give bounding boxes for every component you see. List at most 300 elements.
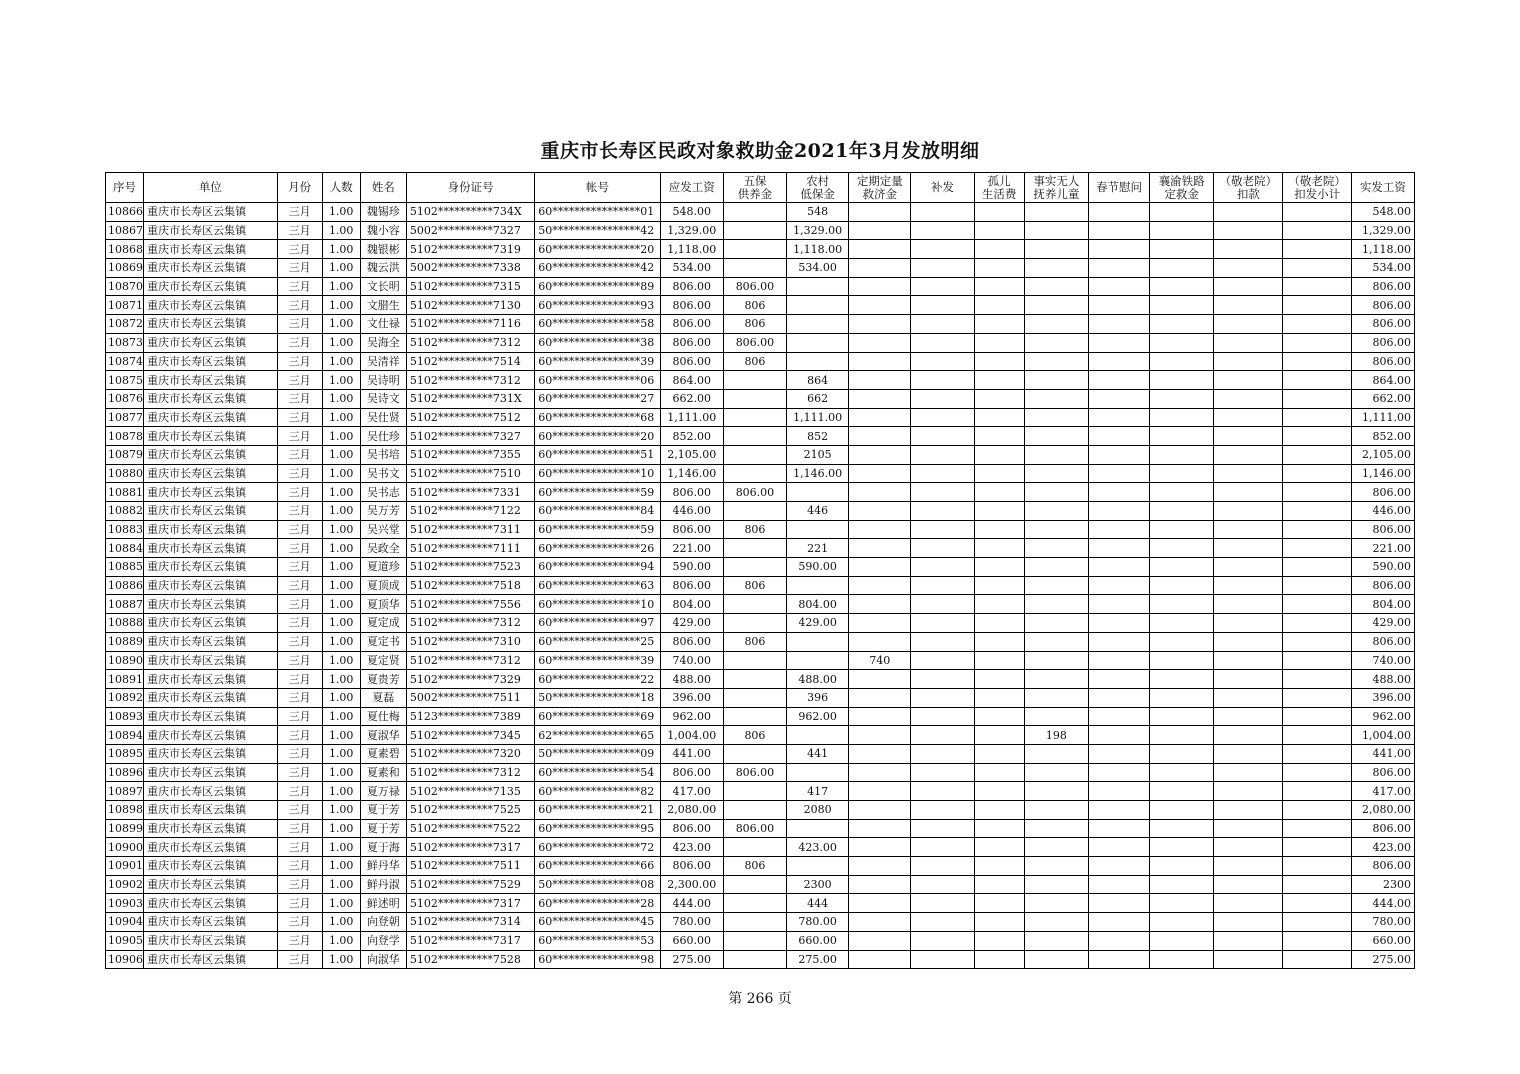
table-cell xyxy=(1214,857,1283,876)
table-cell: 重庆市长寿区云集镇 xyxy=(144,539,277,558)
table-cell: 275.00 xyxy=(787,950,849,969)
table-cell xyxy=(849,221,911,240)
table-cell: 三月 xyxy=(277,595,322,614)
table-cell: 5102**********7523 xyxy=(406,558,534,577)
table-row xyxy=(106,277,1415,296)
table-cell: 5102**********7312 xyxy=(406,763,534,782)
table-cell xyxy=(1150,520,1214,539)
table-cell: 夏仕梅 xyxy=(360,707,406,726)
table-cell: 1,111.00 xyxy=(787,408,849,427)
table-cell: 重庆市长寿区云集镇 xyxy=(144,875,277,894)
table-cell xyxy=(1150,950,1214,969)
table-cell xyxy=(849,576,911,595)
table-cell xyxy=(1088,203,1149,222)
table-cell: 三月 xyxy=(277,651,322,670)
table-cell xyxy=(974,744,1024,763)
table-cell xyxy=(849,333,911,352)
table-cell: 60****************89 xyxy=(535,277,660,296)
table-cell xyxy=(1024,240,1088,259)
table-cell: 60****************21 xyxy=(535,801,660,820)
table-cell: 60****************68 xyxy=(535,408,660,427)
table-cell: 文仕禄 xyxy=(360,315,406,334)
table-cell xyxy=(1214,595,1283,614)
table-cell xyxy=(911,296,974,315)
table-cell: 62****************65 xyxy=(535,726,660,745)
table-cell xyxy=(1088,389,1149,408)
table-cell: 三月 xyxy=(277,838,322,857)
table-cell xyxy=(1024,763,1088,782)
table-cell xyxy=(974,726,1024,745)
table-cell xyxy=(1214,707,1283,726)
table-cell: 重庆市长寿区云集镇 xyxy=(144,576,277,595)
table-cell: 5102**********731X xyxy=(406,389,534,408)
table-cell xyxy=(1214,315,1283,334)
table-cell xyxy=(723,670,786,689)
table-cell xyxy=(849,240,911,259)
table-cell: 1.00 xyxy=(322,371,360,390)
table-cell: 三月 xyxy=(277,333,322,352)
table-cell: 590.00 xyxy=(787,558,849,577)
table-cell: 5102**********7317 xyxy=(406,931,534,950)
table-cell: 221.00 xyxy=(660,539,723,558)
table-cell: 60****************59 xyxy=(535,520,660,539)
table-cell xyxy=(1088,838,1149,857)
table-row xyxy=(106,408,1415,427)
table-cell xyxy=(1214,277,1283,296)
table-cell xyxy=(1283,483,1351,502)
table-cell: 重庆市长寿区云集镇 xyxy=(144,595,277,614)
table-cell: 5102**********7355 xyxy=(406,445,534,464)
table-cell: 5102**********7331 xyxy=(406,483,534,502)
table-cell: 10904 xyxy=(106,913,144,932)
table-cell: 60****************42 xyxy=(535,259,660,278)
table-cell: 10894 xyxy=(106,726,144,745)
table-cell: 806.00 xyxy=(660,819,723,838)
table-row xyxy=(106,576,1415,595)
table-cell xyxy=(1150,744,1214,763)
table-cell xyxy=(911,857,974,876)
table-cell: 1.00 xyxy=(322,726,360,745)
table-cell: 804.00 xyxy=(660,595,723,614)
table-cell: 417.00 xyxy=(660,782,723,801)
table-cell xyxy=(1024,782,1088,801)
header-row xyxy=(106,173,1415,203)
table-row xyxy=(106,707,1415,726)
table-cell xyxy=(974,352,1024,371)
table-cell xyxy=(723,408,786,427)
table-cell xyxy=(1024,427,1088,446)
table-cell xyxy=(974,296,1024,315)
table-cell: 1.00 xyxy=(322,614,360,633)
table-cell: 重庆市长寿区云集镇 xyxy=(144,371,277,390)
table-cell xyxy=(787,576,849,595)
table-cell: 鲜述明 xyxy=(360,894,406,913)
table-cell xyxy=(1283,576,1351,595)
table-cell: 重庆市长寿区云集镇 xyxy=(144,408,277,427)
table-cell xyxy=(1088,763,1149,782)
table-cell xyxy=(1024,352,1088,371)
table-cell xyxy=(1024,483,1088,502)
table-cell xyxy=(849,389,911,408)
table-cell: 5102**********7522 xyxy=(406,819,534,838)
table-cell xyxy=(911,203,974,222)
table-cell xyxy=(723,203,786,222)
table-cell xyxy=(1214,614,1283,633)
table-cell xyxy=(849,782,911,801)
table-cell: 10886 xyxy=(106,576,144,595)
table-cell xyxy=(1150,389,1214,408)
table-cell xyxy=(1088,483,1149,502)
column-header: 定期定量 救济金 xyxy=(849,173,911,203)
table-cell: 60****************45 xyxy=(535,913,660,932)
table-cell xyxy=(1024,445,1088,464)
table-cell xyxy=(911,838,974,857)
table-cell: 60****************10 xyxy=(535,464,660,483)
table-row xyxy=(106,913,1415,932)
table-cell: 重庆市长寿区云集镇 xyxy=(144,221,277,240)
table-cell xyxy=(911,707,974,726)
table-cell: 10875 xyxy=(106,371,144,390)
table-cell xyxy=(911,502,974,521)
table-cell xyxy=(849,408,911,427)
table-cell: 重庆市长寿区云集镇 xyxy=(144,894,277,913)
table-cell: 1.00 xyxy=(322,483,360,502)
table-cell: 10866 xyxy=(106,203,144,222)
table-row xyxy=(106,614,1415,633)
table-cell: 806.00 xyxy=(723,763,786,782)
table-cell xyxy=(911,333,974,352)
table-cell xyxy=(1088,502,1149,521)
table-cell xyxy=(974,315,1024,334)
table-cell: 740.00 xyxy=(660,651,723,670)
page-number: 第 266 页 xyxy=(728,991,792,1007)
table-cell: 10881 xyxy=(106,483,144,502)
table-row xyxy=(106,352,1415,371)
table-cell: 806.00 xyxy=(660,315,723,334)
table-cell xyxy=(1150,558,1214,577)
table-cell: 60****************93 xyxy=(535,296,660,315)
table-cell xyxy=(1024,819,1088,838)
table-cell xyxy=(849,371,911,390)
table-cell xyxy=(974,782,1024,801)
table-cell: 三月 xyxy=(277,483,322,502)
table-cell: 660.00 xyxy=(787,931,849,950)
table-row xyxy=(106,875,1415,894)
column-header: 实发工资 xyxy=(1351,173,1414,203)
table-cell xyxy=(911,801,974,820)
table-cell xyxy=(787,296,849,315)
table-cell: 重庆市长寿区云集镇 xyxy=(144,632,277,651)
table-cell xyxy=(1024,688,1088,707)
table-cell: 重庆市长寿区云集镇 xyxy=(144,315,277,334)
table-cell: 5002**********7338 xyxy=(406,259,534,278)
table-cell xyxy=(1088,539,1149,558)
table-cell: 2,080.00 xyxy=(1351,801,1414,820)
table-cell: 1.00 xyxy=(322,203,360,222)
table-cell xyxy=(1024,576,1088,595)
table-cell xyxy=(1150,782,1214,801)
column-header: 五保 供养金 xyxy=(723,173,786,203)
table-cell: 1.00 xyxy=(322,632,360,651)
table-cell: 590.00 xyxy=(1351,558,1414,577)
table-cell: 1.00 xyxy=(322,838,360,857)
table-cell: 5002**********7511 xyxy=(406,688,534,707)
table-cell: 1,111.00 xyxy=(1351,408,1414,427)
table-cell: 1.00 xyxy=(322,259,360,278)
table-cell: 806 xyxy=(723,632,786,651)
table-cell xyxy=(1150,801,1214,820)
column-header: 事实无人 抚养儿童 xyxy=(1024,173,1088,203)
table-cell: 446.00 xyxy=(1351,502,1414,521)
table-cell: 50****************42 xyxy=(535,221,660,240)
table-cell xyxy=(911,315,974,334)
table-row xyxy=(106,763,1415,782)
table-cell: 852 xyxy=(787,427,849,446)
table-cell: 重庆市长寿区云集镇 xyxy=(144,744,277,763)
table-cell: 423.00 xyxy=(1351,838,1414,857)
table-cell: 806.00 xyxy=(1351,352,1414,371)
table-cell: 重庆市长寿区云集镇 xyxy=(144,483,277,502)
table-cell: 275.00 xyxy=(660,950,723,969)
table-cell: 2105 xyxy=(787,445,849,464)
table-cell xyxy=(1088,744,1149,763)
table-cell xyxy=(849,464,911,483)
table-cell xyxy=(1214,259,1283,278)
table-cell: 429.00 xyxy=(1351,614,1414,633)
table-cell: 三月 xyxy=(277,875,322,894)
table-cell xyxy=(974,614,1024,633)
table-cell xyxy=(974,688,1024,707)
table-cell xyxy=(1024,296,1088,315)
table-cell xyxy=(911,539,974,558)
table-cell: 吴仕贤 xyxy=(360,408,406,427)
table-cell: 662 xyxy=(787,389,849,408)
table-cell xyxy=(849,726,911,745)
table-row xyxy=(106,539,1415,558)
table-cell xyxy=(1024,408,1088,427)
table-cell: 重庆市长寿区云集镇 xyxy=(144,427,277,446)
table-cell: 1,146.00 xyxy=(660,464,723,483)
table-cell xyxy=(1088,558,1149,577)
table-cell: 60****************95 xyxy=(535,819,660,838)
table-cell: 5102**********7116 xyxy=(406,315,534,334)
table-cell: 1.00 xyxy=(322,333,360,352)
table-cell: 向登朝 xyxy=(360,913,406,932)
table-cell: 60****************51 xyxy=(535,445,660,464)
table-cell xyxy=(723,614,786,633)
table-cell: 5102**********734X xyxy=(406,203,534,222)
table-cell: 夏于芳 xyxy=(360,801,406,820)
table-cell xyxy=(1024,894,1088,913)
table-row xyxy=(106,558,1415,577)
table-cell: 重庆市长寿区云集镇 xyxy=(144,670,277,689)
table-cell xyxy=(1214,539,1283,558)
table-cell xyxy=(1214,520,1283,539)
table-cell xyxy=(723,950,786,969)
table-cell: 60****************06 xyxy=(535,371,660,390)
table-cell xyxy=(849,707,911,726)
table-cell xyxy=(1283,819,1351,838)
table-cell: 三月 xyxy=(277,408,322,427)
table-cell: 重庆市长寿区云集镇 xyxy=(144,240,277,259)
table-cell xyxy=(1150,632,1214,651)
table-cell xyxy=(1150,614,1214,633)
table-cell: 5102**********7512 xyxy=(406,408,534,427)
table-cell: 三月 xyxy=(277,857,322,876)
table-cell: 5102**********7525 xyxy=(406,801,534,820)
table-cell: 60****************72 xyxy=(535,838,660,857)
table-cell xyxy=(849,614,911,633)
table-cell xyxy=(849,427,911,446)
table-cell xyxy=(1283,913,1351,932)
table-cell: 鲜丹淑 xyxy=(360,875,406,894)
table-cell: 2300 xyxy=(787,875,849,894)
table-cell xyxy=(1150,352,1214,371)
table-cell: 444.00 xyxy=(660,894,723,913)
table-cell xyxy=(723,707,786,726)
table-cell: 5102**********7315 xyxy=(406,277,534,296)
table-cell xyxy=(1150,595,1214,614)
column-header: 襄渝铁路 定救金 xyxy=(1150,173,1214,203)
table-cell: 重庆市长寿区云集镇 xyxy=(144,801,277,820)
table-cell xyxy=(1150,707,1214,726)
table-cell: 5102**********7529 xyxy=(406,875,534,894)
table-cell: 夏定书 xyxy=(360,632,406,651)
table-cell: 魏银彬 xyxy=(360,240,406,259)
table-cell xyxy=(1088,296,1149,315)
table-cell xyxy=(911,389,974,408)
table-cell: 444 xyxy=(787,894,849,913)
table-cell xyxy=(849,203,911,222)
table-cell: 60****************10 xyxy=(535,595,660,614)
table-cell xyxy=(974,333,1024,352)
table-cell xyxy=(974,371,1024,390)
table-cell: 5102**********7518 xyxy=(406,576,534,595)
table-cell: 806 xyxy=(723,520,786,539)
table-cell xyxy=(849,296,911,315)
table-cell: 806.00 xyxy=(660,352,723,371)
table-cell xyxy=(911,277,974,296)
table-cell: 重庆市长寿区云集镇 xyxy=(144,520,277,539)
table-cell xyxy=(1150,763,1214,782)
table-cell: 5102**********7314 xyxy=(406,913,534,932)
table-cell: 10897 xyxy=(106,782,144,801)
table-cell: 962.00 xyxy=(660,707,723,726)
table-cell: 吴海全 xyxy=(360,333,406,352)
table-cell xyxy=(911,894,974,913)
table-cell: 三月 xyxy=(277,763,322,782)
table-cell: 夏于海 xyxy=(360,838,406,857)
table-cell xyxy=(723,445,786,464)
table-cell xyxy=(974,894,1024,913)
table-cell: 1,329.00 xyxy=(1351,221,1414,240)
table-cell: 1.00 xyxy=(322,408,360,427)
table-cell xyxy=(1024,315,1088,334)
table-cell xyxy=(974,595,1024,614)
table-cell: 2,105.00 xyxy=(660,445,723,464)
table-cell: 10889 xyxy=(106,632,144,651)
table-cell: 三月 xyxy=(277,502,322,521)
table-cell xyxy=(849,950,911,969)
table-cell xyxy=(1088,782,1149,801)
table-cell: 806.00 xyxy=(1351,296,1414,315)
table-cell xyxy=(1150,539,1214,558)
table-cell xyxy=(911,632,974,651)
table-cell xyxy=(1088,875,1149,894)
table-row xyxy=(106,296,1415,315)
table-cell: 1.00 xyxy=(322,801,360,820)
table-cell xyxy=(974,520,1024,539)
table-row xyxy=(106,445,1415,464)
table-cell xyxy=(911,875,974,894)
table-cell: 重庆市长寿区云集镇 xyxy=(144,726,277,745)
table-cell xyxy=(974,389,1024,408)
table-cell: 806.00 xyxy=(1351,763,1414,782)
table-cell xyxy=(849,445,911,464)
table-cell xyxy=(911,651,974,670)
table-cell xyxy=(1088,277,1149,296)
table-cell xyxy=(974,483,1024,502)
table-cell: 60****************20 xyxy=(535,240,660,259)
table-cell: 10887 xyxy=(106,595,144,614)
table-cell: 1,004.00 xyxy=(660,726,723,745)
table-cell: 2,080.00 xyxy=(660,801,723,820)
table-cell xyxy=(849,819,911,838)
table-cell xyxy=(1283,371,1351,390)
table-cell: 夏于芳 xyxy=(360,819,406,838)
table-cell xyxy=(911,445,974,464)
table-cell xyxy=(1088,427,1149,446)
column-header: 应发工资 xyxy=(660,173,723,203)
table-cell xyxy=(1088,408,1149,427)
table-cell xyxy=(787,483,849,502)
table-cell xyxy=(1150,688,1214,707)
table-cell: 重庆市长寿区云集镇 xyxy=(144,464,277,483)
table-cell xyxy=(1214,651,1283,670)
table-cell xyxy=(1150,838,1214,857)
table-cell xyxy=(787,352,849,371)
table-cell xyxy=(1088,445,1149,464)
table-cell: 962.00 xyxy=(787,707,849,726)
table-cell: 5102**********7312 xyxy=(406,651,534,670)
table-cell xyxy=(911,520,974,539)
table-cell xyxy=(1088,707,1149,726)
table-cell xyxy=(911,408,974,427)
table-cell xyxy=(911,931,974,950)
table-cell xyxy=(1088,913,1149,932)
table-cell: 60****************38 xyxy=(535,333,660,352)
table-row xyxy=(106,371,1415,390)
table-cell: 60****************39 xyxy=(535,352,660,371)
column-header: （敬老院） 扣发小计 xyxy=(1283,173,1351,203)
table-cell xyxy=(1214,801,1283,820)
table-cell xyxy=(1150,576,1214,595)
table-cell xyxy=(1214,408,1283,427)
table-cell xyxy=(723,240,786,259)
table-cell: 吴书志 xyxy=(360,483,406,502)
table-cell: 446.00 xyxy=(660,502,723,521)
table-cell: 446 xyxy=(787,502,849,521)
table-cell: 三月 xyxy=(277,801,322,820)
table-cell: 10891 xyxy=(106,670,144,689)
table-cell: 三月 xyxy=(277,632,322,651)
table-cell xyxy=(723,931,786,950)
table-cell xyxy=(1283,315,1351,334)
table-cell: 10879 xyxy=(106,445,144,464)
table-cell xyxy=(1214,913,1283,932)
table-cell: 文长明 xyxy=(360,277,406,296)
table-cell xyxy=(1024,614,1088,633)
